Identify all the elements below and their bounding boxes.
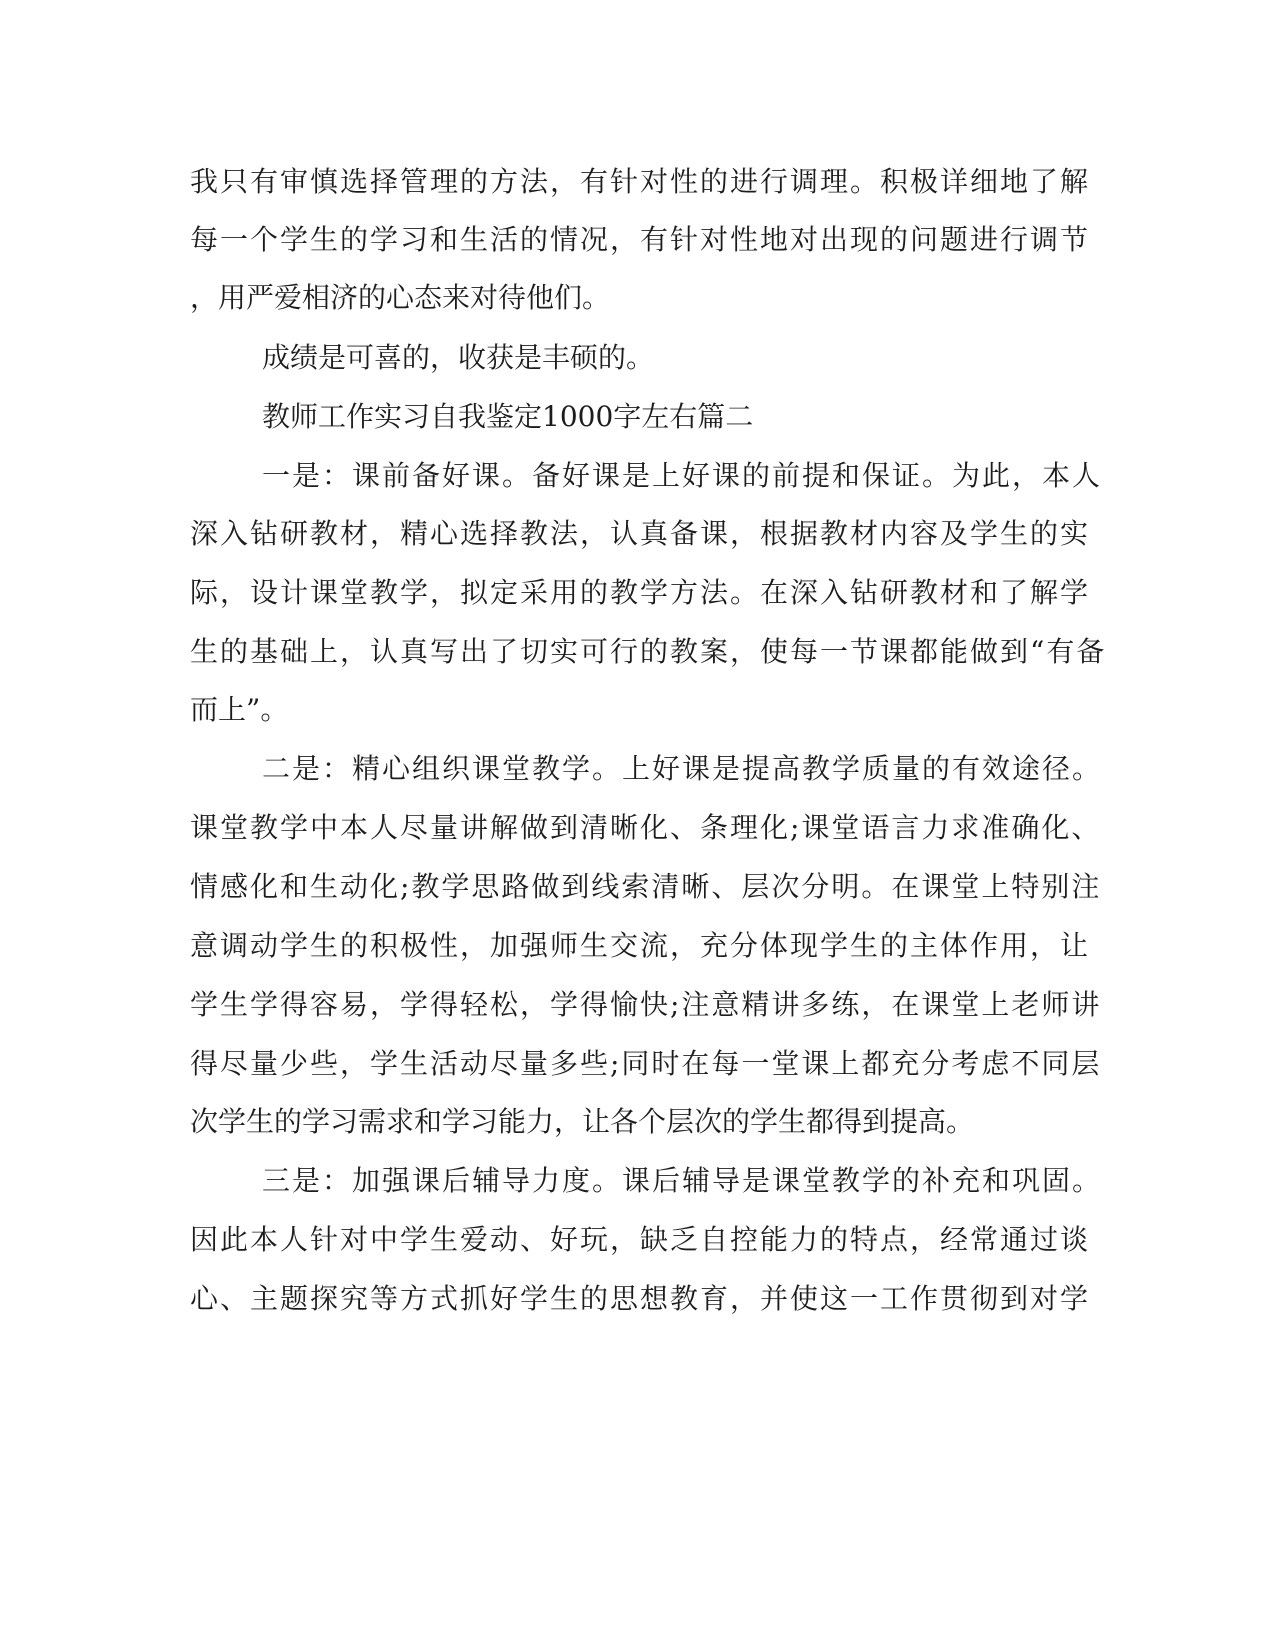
text-line: 三是：加强课后辅导力度。课后辅导是课堂教学的补充和巩固。 <box>262 1164 1103 1197</box>
text-line: 得尽量少些，学生活动尽量多些;同时在每一堂课上都充分考虑不同层 <box>190 1047 1102 1080</box>
text-line: 次学生的学习需求和学习能力，让各个层次的学生都得到提高。 <box>190 1105 975 1138</box>
text-line: 深入钻研教材，精心选择教法，认真备课，根据教材内容及学生的实 <box>190 517 1091 550</box>
text-line: 课堂教学中本人尽量讲解做到清晰化、条理化;课堂语言力求准确化、 <box>190 811 1102 844</box>
text-line: 我只有审慎选择管理的方法，有针对性的进行调理。积极详细地了解 <box>190 165 1091 198</box>
text-line: 而上”。 <box>190 693 289 726</box>
text-line: 学生学得容易，学得轻松，学得愉快;注意精讲多练，在课堂上老师讲 <box>190 988 1102 1021</box>
section-heading: 教师工作实习自我鉴定1000字左右篇二 <box>262 400 754 433</box>
text-line: 心、主题探究等方式抓好学生的思想教育，并使这一工作贯彻到对学 <box>190 1282 1091 1315</box>
text-line: 生的基础上，认真写出了切实可行的教案，使每一节课都能做到“有备 <box>190 635 1107 668</box>
text-line: 意调动学生的积极性，加强师生交流，充分体现学生的主体作用，让 <box>190 929 1091 962</box>
text-line: 一是：课前备好课。备好课是上好课的前提和保证。为此，本人 <box>262 459 1103 492</box>
text-line: 因此本人针对中学生爱动、好玩，缺乏自控能力的特点，经常通过谈 <box>190 1223 1091 1256</box>
text-line: 二是：精心组织课堂教学。上好课是提高教学质量的有效途径。 <box>262 752 1103 785</box>
text-line: 成绩是可喜的，收获是丰硕的。 <box>262 341 655 374</box>
text-line: 际，设计课堂教学，拟定采用的教学方法。在深入钻研教材和了解学 <box>190 576 1091 609</box>
text-line: ，用严爱相济的心态来对待他们。 <box>190 281 611 314</box>
text-line: 情感化和生动化;教学思路做到线索清晰、层次分明。在课堂上特别注 <box>190 870 1102 903</box>
text-line: 每一个学生的学习和生活的情况，有针对性地对出现的问题进行调节 <box>190 223 1091 256</box>
